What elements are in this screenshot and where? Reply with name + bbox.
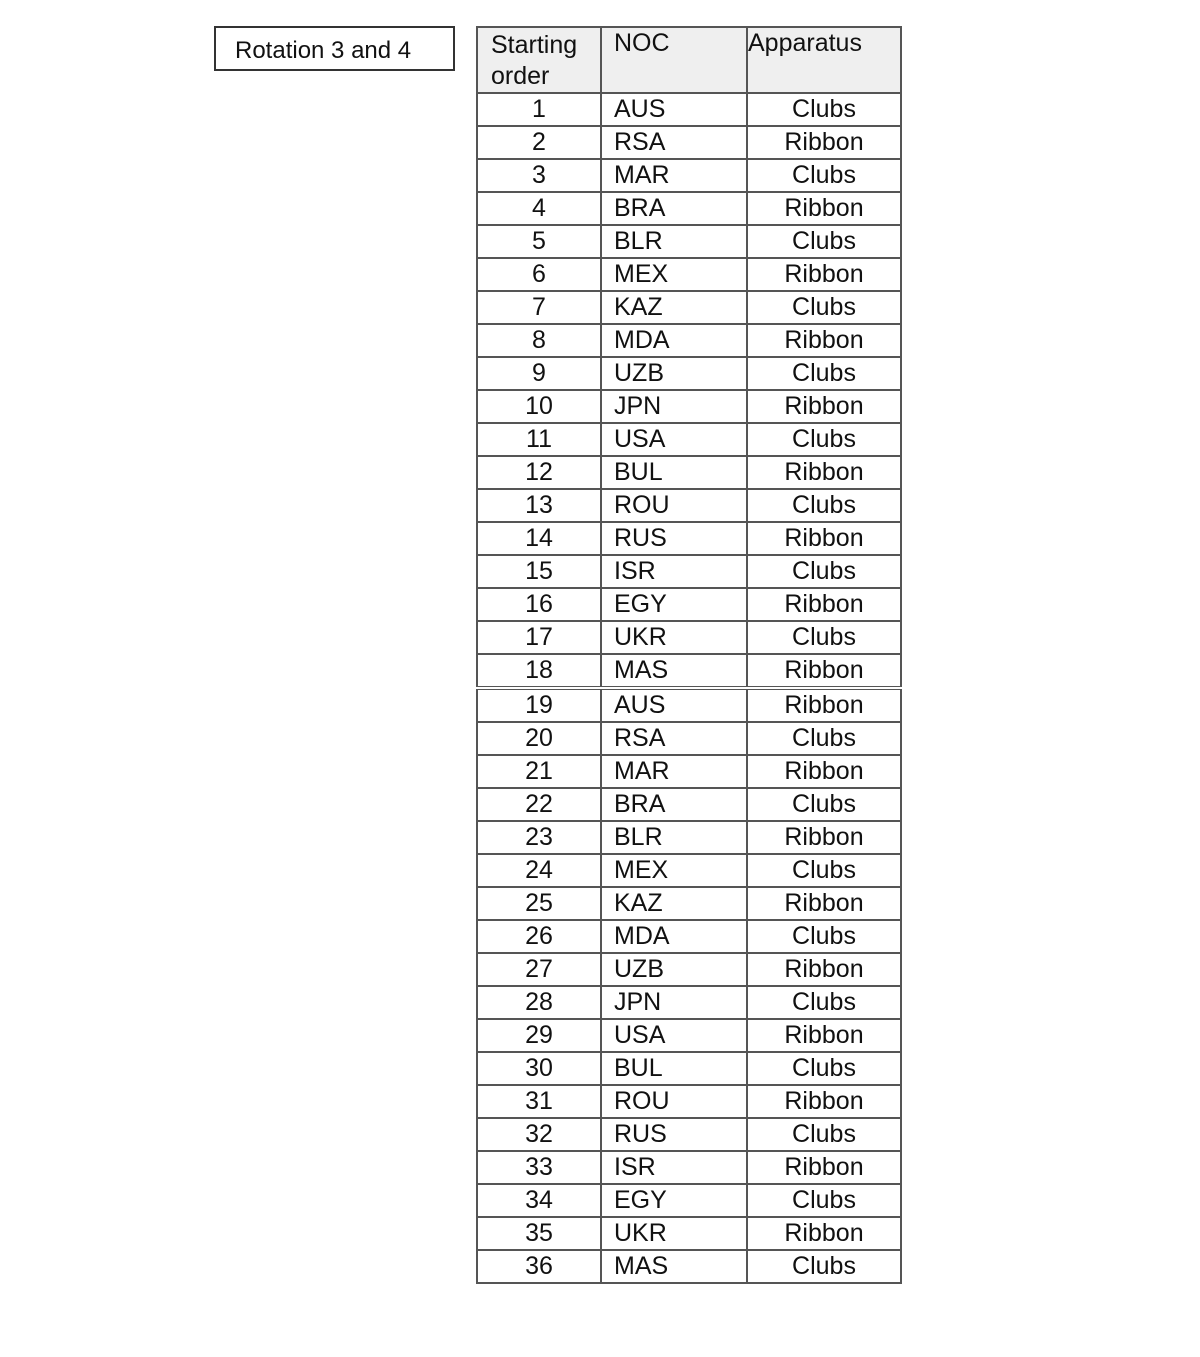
table-row	[477, 93, 901, 126]
apparatus-cell: Ribbon	[747, 522, 901, 555]
starting-order-cell: 21	[477, 755, 601, 788]
noc-cell: MAS	[601, 654, 747, 688]
table-row	[477, 225, 901, 258]
apparatus-cell: Clubs	[747, 225, 901, 258]
table-row	[477, 688, 901, 722]
starting-order-cell: 23	[477, 821, 601, 854]
table-row	[477, 920, 901, 953]
table-row	[477, 1019, 901, 1052]
noc-cell: RUS	[601, 522, 747, 555]
noc-cell: MAR	[601, 159, 747, 192]
apparatus-cell: Clubs	[747, 621, 901, 654]
apparatus-cell: Clubs	[747, 1184, 901, 1217]
apparatus-cell: Ribbon	[747, 390, 901, 423]
noc-cell: MEX	[601, 854, 747, 887]
apparatus-cell: Clubs	[747, 1052, 901, 1085]
apparatus-cell: Clubs	[747, 1250, 901, 1283]
starting-order-cell: 34	[477, 1184, 601, 1217]
noc-cell: ISR	[601, 555, 747, 588]
table-row	[477, 192, 901, 225]
table-row	[477, 522, 901, 555]
noc-cell: EGY	[601, 588, 747, 621]
table-row	[477, 1184, 901, 1217]
table-row	[477, 953, 901, 986]
noc-cell: ROU	[601, 489, 747, 522]
starting-order-cell: 14	[477, 522, 601, 555]
noc-cell: ROU	[601, 1085, 747, 1118]
table-row	[477, 390, 901, 423]
table-row	[477, 159, 901, 192]
noc-cell: KAZ	[601, 291, 747, 324]
noc-cell: MAS	[601, 1250, 747, 1283]
apparatus-cell: Ribbon	[747, 887, 901, 920]
header-starting-order: Starting order	[477, 27, 601, 93]
noc-cell: AUS	[601, 93, 747, 126]
apparatus-cell: Ribbon	[747, 1151, 901, 1184]
noc-cell: USA	[601, 1019, 747, 1052]
starting-order-cell: 31	[477, 1085, 601, 1118]
apparatus-cell: Clubs	[747, 722, 901, 755]
header-apparatus: Apparatus	[747, 27, 901, 93]
noc-cell: MDA	[601, 920, 747, 953]
starting-order-cell: 27	[477, 953, 601, 986]
starting-order-cell: 26	[477, 920, 601, 953]
starting-order-cell: 9	[477, 357, 601, 390]
apparatus-cell: Ribbon	[747, 953, 901, 986]
table-row	[477, 1085, 901, 1118]
table-row	[477, 1217, 901, 1250]
noc-cell: RUS	[601, 1118, 747, 1151]
table-row	[477, 324, 901, 357]
table-row	[477, 1250, 901, 1283]
noc-cell: MEX	[601, 258, 747, 291]
apparatus-cell: Clubs	[747, 788, 901, 821]
table-row	[477, 788, 901, 821]
table-row	[477, 1151, 901, 1184]
starting-order-cell: 3	[477, 159, 601, 192]
starting-order-cell: 12	[477, 456, 601, 489]
noc-cell: BRA	[601, 788, 747, 821]
noc-cell: ISR	[601, 1151, 747, 1184]
table-row	[477, 126, 901, 159]
noc-cell: BRA	[601, 192, 747, 225]
table-row	[477, 654, 901, 688]
apparatus-cell: Clubs	[747, 1118, 901, 1151]
starting-order-cell: 16	[477, 588, 601, 621]
noc-cell: MDA	[601, 324, 747, 357]
starting-order-cell: 24	[477, 854, 601, 887]
apparatus-cell: Clubs	[747, 986, 901, 1019]
apparatus-cell: Ribbon	[747, 456, 901, 489]
starting-order-cell: 7	[477, 291, 601, 324]
apparatus-cell: Ribbon	[747, 1019, 901, 1052]
starting-order-cell: 6	[477, 258, 601, 291]
apparatus-cell: Clubs	[747, 920, 901, 953]
apparatus-cell: Ribbon	[747, 688, 901, 722]
table-row	[477, 986, 901, 1019]
noc-cell: USA	[601, 423, 747, 456]
starting-order-cell: 11	[477, 423, 601, 456]
table-row	[477, 291, 901, 324]
starting-order-cell: 8	[477, 324, 601, 357]
noc-cell: KAZ	[601, 887, 747, 920]
table-row	[477, 621, 901, 654]
apparatus-cell: Ribbon	[747, 1217, 901, 1250]
apparatus-cell: Clubs	[747, 854, 901, 887]
noc-cell: BLR	[601, 225, 747, 258]
starting-order-cell: 15	[477, 555, 601, 588]
starting-order-cell: 10	[477, 390, 601, 423]
starting-order-cell: 22	[477, 788, 601, 821]
starting-order-cell: 17	[477, 621, 601, 654]
table-row	[477, 423, 901, 456]
apparatus-cell: Ribbon	[747, 1085, 901, 1118]
apparatus-cell: Ribbon	[747, 588, 901, 621]
starting-order-cell: 1	[477, 93, 601, 126]
table-row	[477, 258, 901, 291]
noc-cell: JPN	[601, 390, 747, 423]
starting-order-cell: 4	[477, 192, 601, 225]
starting-order-cell: 33	[477, 1151, 601, 1184]
noc-cell: RSA	[601, 722, 747, 755]
noc-cell: UKR	[601, 621, 747, 654]
header-noc: NOC	[601, 27, 747, 93]
table-row	[477, 357, 901, 390]
apparatus-cell: Clubs	[747, 489, 901, 522]
apparatus-cell: Clubs	[747, 159, 901, 192]
apparatus-cell: Ribbon	[747, 126, 901, 159]
starting-order-cell: 30	[477, 1052, 601, 1085]
noc-cell: RSA	[601, 126, 747, 159]
table-row	[477, 456, 901, 489]
starting-order-cell: 5	[477, 225, 601, 258]
apparatus-cell: Clubs	[747, 423, 901, 456]
table-row	[477, 887, 901, 920]
apparatus-cell: Clubs	[747, 291, 901, 324]
noc-cell: UZB	[601, 357, 747, 390]
starting-order-cell: 25	[477, 887, 601, 920]
apparatus-cell: Clubs	[747, 555, 901, 588]
rotation-label: Rotation 3 and 4	[214, 26, 455, 71]
noc-cell: BUL	[601, 456, 747, 489]
apparatus-cell: Ribbon	[747, 258, 901, 291]
table-row	[477, 1118, 901, 1151]
table-body	[477, 93, 901, 1283]
starting-order-cell: 19	[477, 688, 601, 722]
table-row	[477, 722, 901, 755]
noc-cell: UKR	[601, 1217, 747, 1250]
noc-cell: MAR	[601, 755, 747, 788]
table-row	[477, 588, 901, 621]
table-row	[477, 854, 901, 887]
table-row	[477, 1052, 901, 1085]
noc-cell: BLR	[601, 821, 747, 854]
apparatus-cell: Ribbon	[747, 192, 901, 225]
apparatus-cell: Clubs	[747, 93, 901, 126]
noc-cell: AUS	[601, 688, 747, 722]
apparatus-cell: Ribbon	[747, 821, 901, 854]
apparatus-cell: Clubs	[747, 357, 901, 390]
starting-order-cell: 36	[477, 1250, 601, 1283]
table-row	[477, 755, 901, 788]
starting-order-cell: 18	[477, 654, 601, 688]
noc-cell: UZB	[601, 953, 747, 986]
starting-order-cell: 28	[477, 986, 601, 1019]
header-row	[477, 27, 901, 93]
apparatus-cell: Ribbon	[747, 654, 901, 688]
starting-order-cell: 2	[477, 126, 601, 159]
starting-order-table	[476, 26, 902, 1284]
apparatus-cell: Ribbon	[747, 755, 901, 788]
starting-order-cell: 29	[477, 1019, 601, 1052]
noc-cell: EGY	[601, 1184, 747, 1217]
noc-cell: JPN	[601, 986, 747, 1019]
table-row	[477, 821, 901, 854]
starting-order-cell: 13	[477, 489, 601, 522]
noc-cell: BUL	[601, 1052, 747, 1085]
starting-order-cell: 20	[477, 722, 601, 755]
table-row	[477, 555, 901, 588]
table-row	[477, 489, 901, 522]
starting-order-cell: 32	[477, 1118, 601, 1151]
starting-order-cell: 35	[477, 1217, 601, 1250]
apparatus-cell: Ribbon	[747, 324, 901, 357]
